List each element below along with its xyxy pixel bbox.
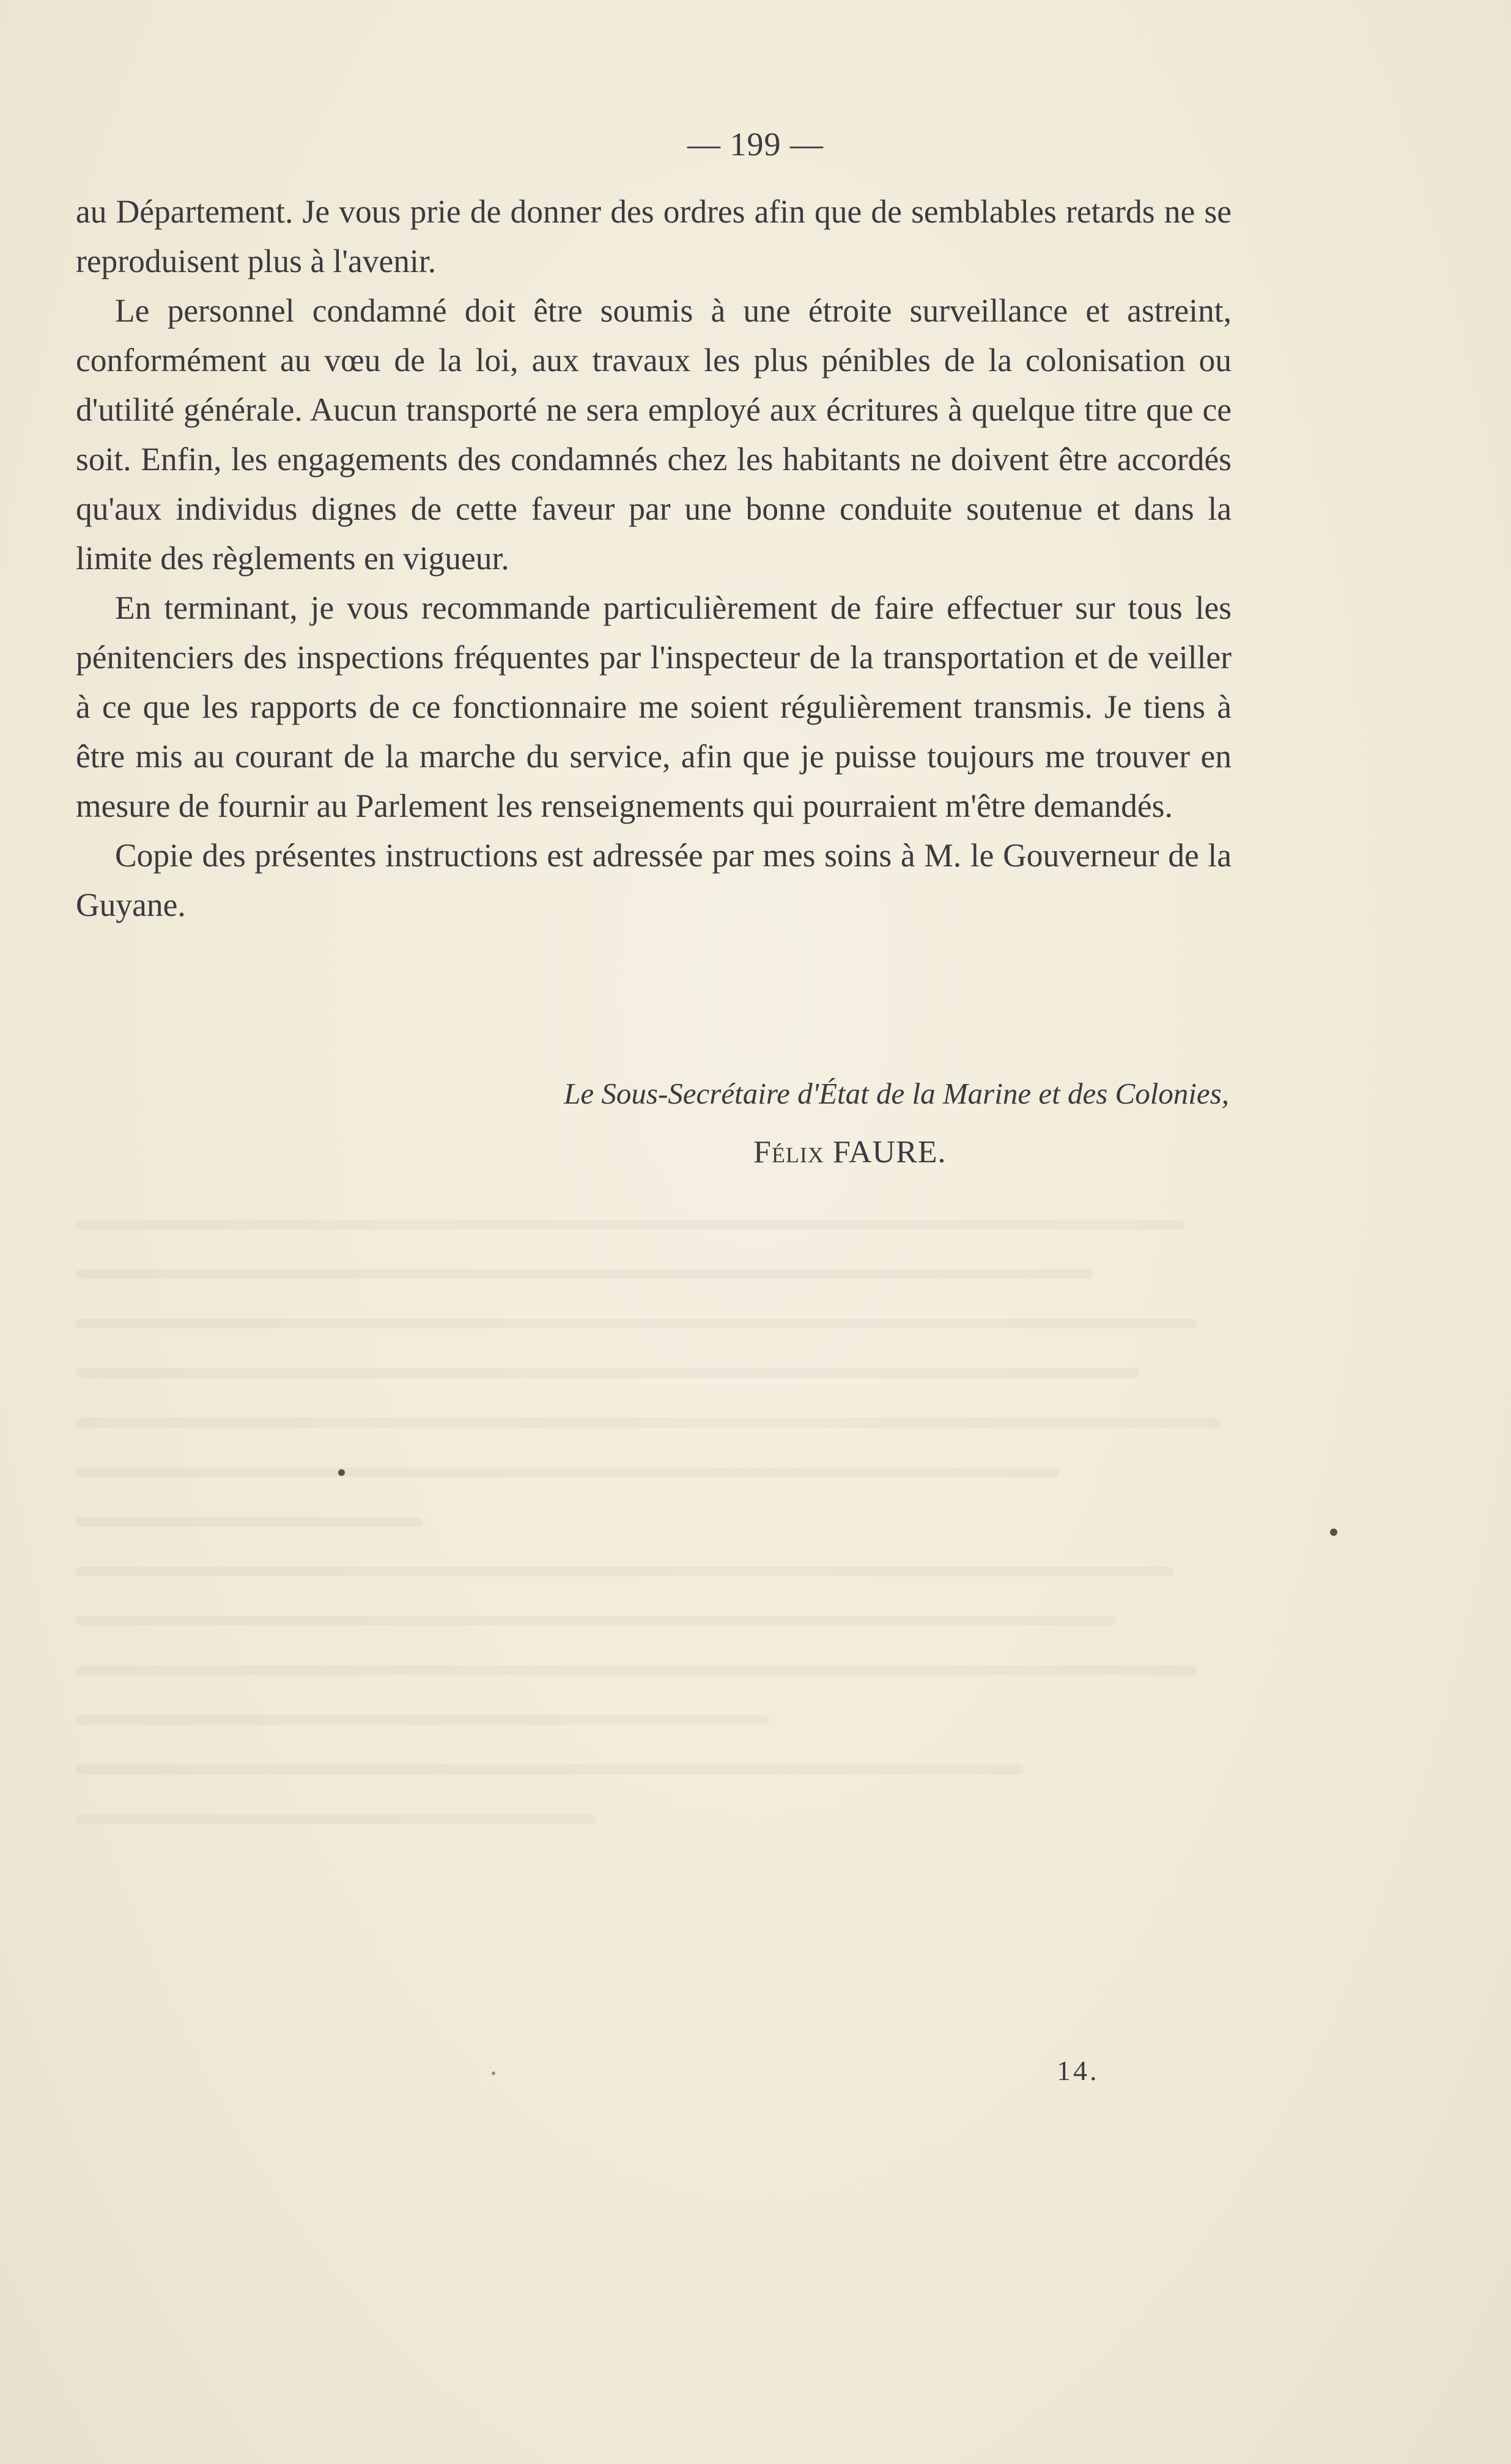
ink-speck (492, 2071, 495, 2075)
body-text (76, 187, 1232, 930)
paragraph: Le personnel condamné doit être soumis à une étroite surveillance et astreint, conformément au vœu de la loi, aux travaux les plus pénibles de la colonisation ou d'utilité générale. Aucun transporté ne sera employé aux écritures à quelque titre que ce soit. Enfin, les engagements des condamnés chez les habitants ne doivent être accordés qu'aux individus dignes de cette faveur par une bonne conduite soutenue et dans la limite des règlements en vigueur. (76, 292, 1232, 577)
signature-title: Le Sous-Secrétaire d'État de la Marine et des Colonies, (564, 1077, 1229, 1110)
ink-speck (1330, 1529, 1337, 1536)
signature-name (753, 1134, 947, 1170)
sheet-mark: 14. (1057, 2055, 1099, 2086)
paragraph: En terminant, je vous recommande particulièrement de faire effectuer sur tous les pénitenciers des inspections fréquentes par l'inspecteur de la transportation et de veiller à ce que les rapports de ce fonctionnaire me soient régulièrement transmis. Je tiens à être mis au courant de la marche du service, afin que je puisse toujours me trouver en mesure de fournir au Parlement les renseignements qui pourraient m'être demandés. (76, 589, 1232, 824)
paragraph: au Département. Je vous prie de donner des ordres afin que de semblables retards ne se reproduisent plus à l'avenir. (76, 193, 1232, 279)
signature-last-name: FAURE. (832, 1135, 947, 1170)
ink-speck (338, 1469, 345, 1476)
bleed-through-text (76, 1220, 1232, 1923)
signature-first-name: Félix (753, 1135, 824, 1170)
page-number: — 199 — (687, 126, 824, 163)
paragraph: Copie des présentes instructions est adressée par mes soins à M. le Gouverneur de la Guyane. (76, 837, 1232, 923)
